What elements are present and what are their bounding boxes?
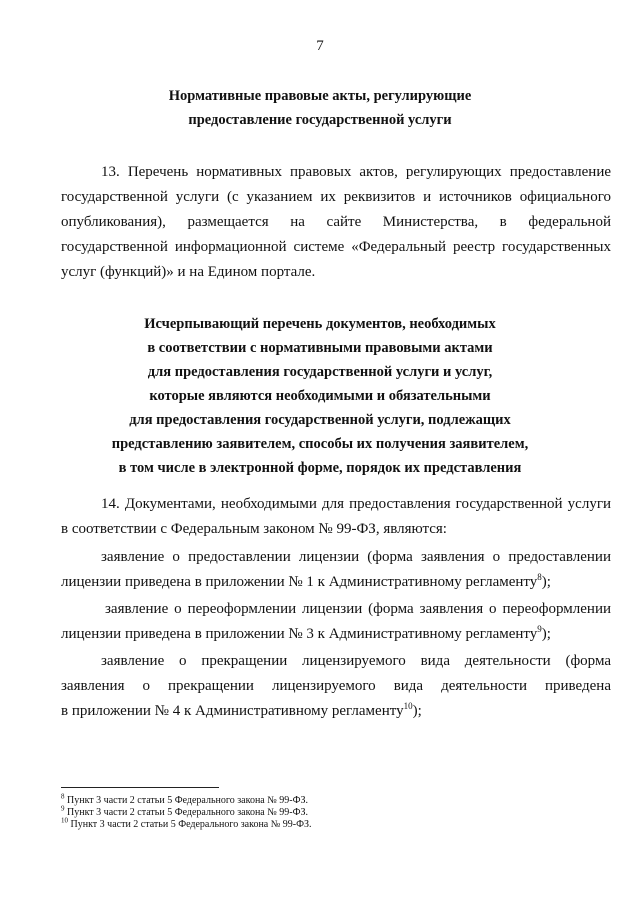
paragraph-line: 13. Перечень нормативных правовых актов, регулирующих предоставление bbox=[101, 164, 611, 180]
paragraph-line: услуг (функций)» и на Едином портале. bbox=[61, 264, 316, 280]
paragraph-line: заявление о прекращении лицензируемого вида деятельности (форма bbox=[101, 653, 611, 669]
paragraph-line: государственной услуги (с указанием их реквизитов и источников официального bbox=[61, 189, 611, 205]
paragraph-line: заявления о прекращении лицензируемого вида деятельности приведена bbox=[61, 678, 611, 694]
paragraph-13 bbox=[61, 160, 611, 285]
heading-line: в том числе в электронной форме, порядок их представления bbox=[118, 460, 522, 476]
heading-line: Исчерпывающий перечень документов, необходимых bbox=[144, 316, 496, 332]
heading-line: Нормативные правовые акты, регулирующие bbox=[168, 88, 472, 104]
paragraph-line: заявление о предоставлении лицензии (форма заявления о предоставлении bbox=[101, 549, 611, 565]
footnote-separator bbox=[61, 787, 219, 788]
page-number: 7 bbox=[316, 38, 324, 54]
footnote-ref-9: 9 bbox=[537, 624, 542, 634]
paragraph-line: в приложении № 4 к Административному регламенту$^{10}$); bbox=[61, 701, 422, 719]
section-heading-regulatory-acts bbox=[60, 84, 580, 132]
paragraph-line: заявление о переоформлении лицензии (форма заявления о переоформлении bbox=[105, 601, 611, 617]
footnotes bbox=[61, 792, 312, 831]
footnote-item: $^8$ Пункт 3 части 2 статьи 5 Федерального закона № 99-ФЗ. bbox=[61, 792, 309, 806]
footnote-ref-8: 8 bbox=[537, 572, 542, 582]
heading-line: для предоставления государственной услуги и услуг, bbox=[147, 364, 493, 380]
list-item-licence-reissue-application bbox=[61, 597, 611, 647]
list-item-licence-grant-application bbox=[61, 545, 611, 595]
paragraph-14 bbox=[61, 492, 611, 542]
footnote-item: $^9$ Пункт 3 части 2 статьи 5 Федерального закона № 99-ФЗ. bbox=[61, 804, 309, 818]
paragraph-line: государственной информационной системе «Федеральный реестр государственных bbox=[61, 239, 611, 255]
paragraph-line: опубликования), размещается на сайте Министерства, в федеральной bbox=[61, 214, 611, 230]
paragraph-line: лицензии приведена в приложении № 3 к Административному регламенту$^9$); bbox=[61, 624, 551, 642]
footnote-item: $^{10}$ Пункт 3 части 2 статьи 5 Федерального закона № 99-ФЗ. bbox=[61, 816, 312, 830]
section-heading-documents-list bbox=[60, 312, 580, 480]
list-item-activity-termination-application bbox=[61, 649, 611, 724]
footnote-ref-10: 10 bbox=[403, 701, 413, 711]
paragraph-line: 14. Документами, необходимыми для предоставления государственной услуги bbox=[101, 496, 611, 512]
heading-line: в соответствии с нормативными правовыми актами bbox=[147, 340, 493, 356]
paragraph-line: в соответствии с Федеральным законом № 99-ФЗ, являются: bbox=[61, 521, 447, 537]
heading-line: представлению заявителем, способы их получения заявителем, bbox=[111, 436, 529, 452]
heading-line: которые являются необходимыми и обязательными bbox=[149, 388, 491, 404]
paragraph-line: лицензии приведена в приложении № 1 к Административному регламенту$^8$); bbox=[61, 572, 551, 590]
heading-line: предоставление государственной услуги bbox=[188, 112, 452, 128]
heading-line: для предоставления государственной услуги, подлежащих bbox=[129, 412, 511, 428]
